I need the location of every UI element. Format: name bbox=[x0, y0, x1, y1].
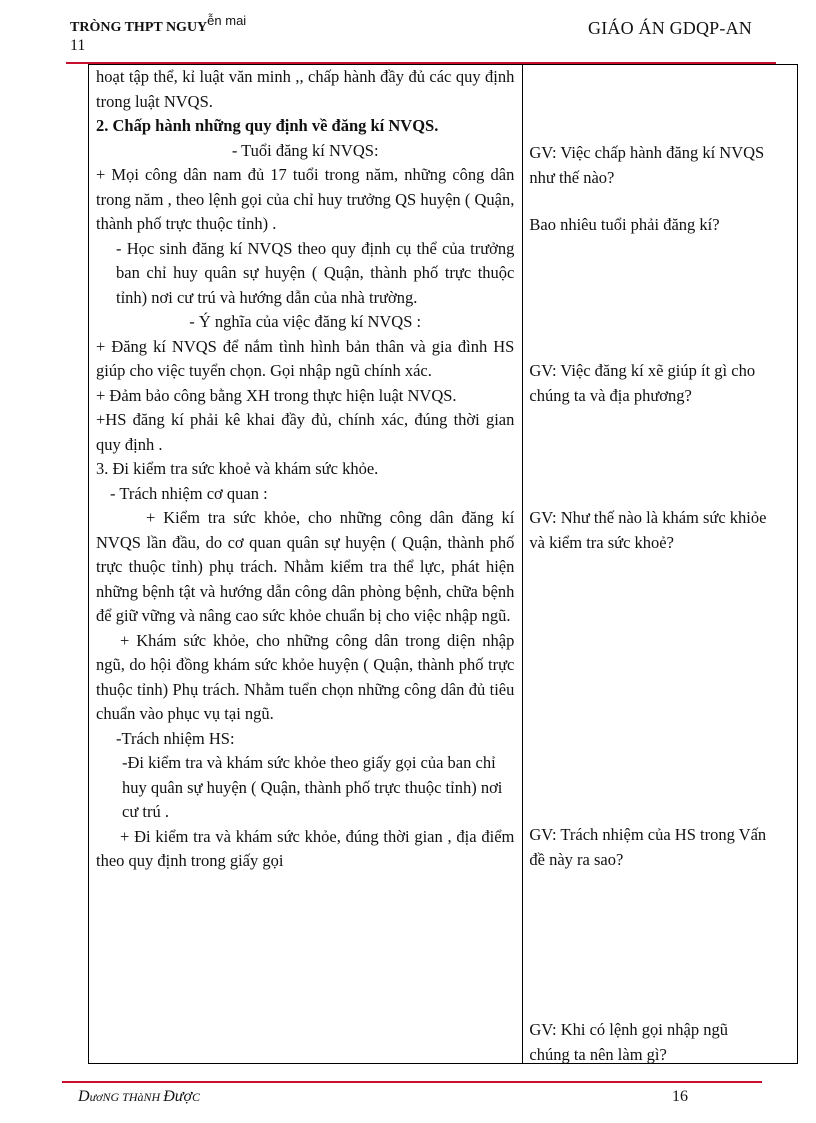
teacher-question: GV: Việc đăng kí xẽ giúp ít gì cho chúng ta và địa phương? bbox=[529, 361, 756, 405]
section-heading: 3. Đi kiểm tra sức khoẻ và khám sức khỏe. bbox=[96, 459, 379, 478]
author-part: NG THà bbox=[102, 1090, 144, 1104]
paragraph: - Học sinh đăng kí NVQS theo quy định cụ thể của trưởng ban chỉ huy quân sự huyện ( Quận, thành phố trực thuộc tỉnh) nơi cư trú và hướng dẫn của nhà trường. bbox=[116, 238, 515, 307]
page-number: 16 bbox=[672, 1088, 688, 1105]
subheading: - Trách nhiệm cơ quan : bbox=[110, 483, 268, 503]
subheading: -Trách nhiệm HS: bbox=[116, 728, 235, 748]
header-school-sup: ễn mai bbox=[207, 13, 247, 28]
lesson-table bbox=[88, 64, 798, 1064]
author-part: ươ bbox=[89, 1090, 103, 1104]
teacher-question: GV: Như thế nào là khám sức khiỏe và kiểm tra sức khoẻ? bbox=[529, 508, 767, 552]
subheading: - Ý nghĩa của việc đăng kí NVQS : bbox=[189, 312, 422, 331]
teacher-question: GV: Việc chấp hành đăng kí NVQS như thế nào? bbox=[529, 143, 765, 187]
paragraph: + Đi kiểm tra và khám sức khỏe, đúng thời gian , địa điểm theo quy định trong giấy gọi bbox=[96, 826, 515, 870]
footer-author bbox=[78, 1088, 200, 1106]
header-school-name: TRÒNG THPT NGUY bbox=[70, 20, 208, 35]
author-part: NH bbox=[143, 1090, 164, 1104]
footer-divider bbox=[62, 1081, 762, 1083]
header-school bbox=[70, 13, 247, 55]
paragraph: + Đăng kí NVQS để nắm tình hình bản thân và gia đình HS giúp cho việc tuyển chọn. Gọi nhập ngũ chính xác. bbox=[96, 336, 515, 380]
teacher-notes-column bbox=[523, 65, 798, 1064]
subheading: - Tuổi đăng kí NVQS: bbox=[231, 140, 379, 160]
author-part: C bbox=[192, 1090, 201, 1104]
paragraph: -Đi kiểm tra và khám sức khỏe theo giấy gọi của ban chỉ huy quân sự huyện ( Quận, thành phố trực thuộc tỉnh) nơi cư trú . bbox=[122, 753, 503, 821]
header-grade: 11 bbox=[70, 37, 86, 54]
paragraph: + Đảm bảo công bằng XH trong thực hiện luật NVQS. bbox=[96, 385, 457, 405]
author-part: Đượ bbox=[163, 1088, 193, 1105]
paragraph: +HS đăng kí phải kê khai đầy đủ, chính xác, đúng thời gian quy định . bbox=[96, 410, 515, 454]
table-row bbox=[89, 65, 798, 1064]
content-column bbox=[89, 65, 523, 1064]
header-doc-title: GIÁO ÁN GDQP-AN bbox=[588, 18, 752, 38]
teacher-question: Bao nhiêu tuổi phải đăng kí? bbox=[529, 215, 720, 234]
author-part: D bbox=[78, 1088, 90, 1105]
paragraph: hoạt tập thể, kỉ luật văn minh ,, chấp hành đầy đủ các quy định trong luật NVQS. bbox=[96, 67, 515, 111]
paragraph: + Khám sức khỏe, cho những công dân trong diện nhập ngũ, do hội đồng khám sức khỏe huyện ( Quận, thành phố trực thuộc tỉnh) Phụ trách. Nhằm tuển chọn những công dân đủ tiêu chuẩn vào phục vụ tại ngũ. bbox=[96, 630, 515, 723]
section-heading: 2. Chấp hành những quy định về đăng kí NVQS. bbox=[96, 116, 439, 135]
teacher-question: GV: Trách nhiệm của HS trong Vấn đề này ra sao? bbox=[529, 825, 767, 869]
paragraph: + Mọi công dân nam đủ 17 tuổi trong năm, những công dân trong năm , theo lệnh gọi của chỉ huy trưởng QS huyện ( Quận, thành phố trực thuộc tỉnh) . bbox=[96, 165, 515, 233]
teacher-question: GV: Khi có lệnh gọi nhập ngũ chúng ta nên làm gì? bbox=[529, 1020, 728, 1064]
paragraph: + Kiểm tra sức khỏe, cho những công dân đăng kí NVQS lần đầu, do cơ quan quân sự huyện ( Quận, thành phố trực thuộc tỉnh) phụ trách. Nhằm kiểm tra thể lực, phát hiện những bệnh tật và hướng dẫn công dân phòng bệnh, chữa bệnh để giữ vững và nâng cao sức khỏe chuẩn bị cho việc nhập ngũ. bbox=[96, 508, 515, 625]
